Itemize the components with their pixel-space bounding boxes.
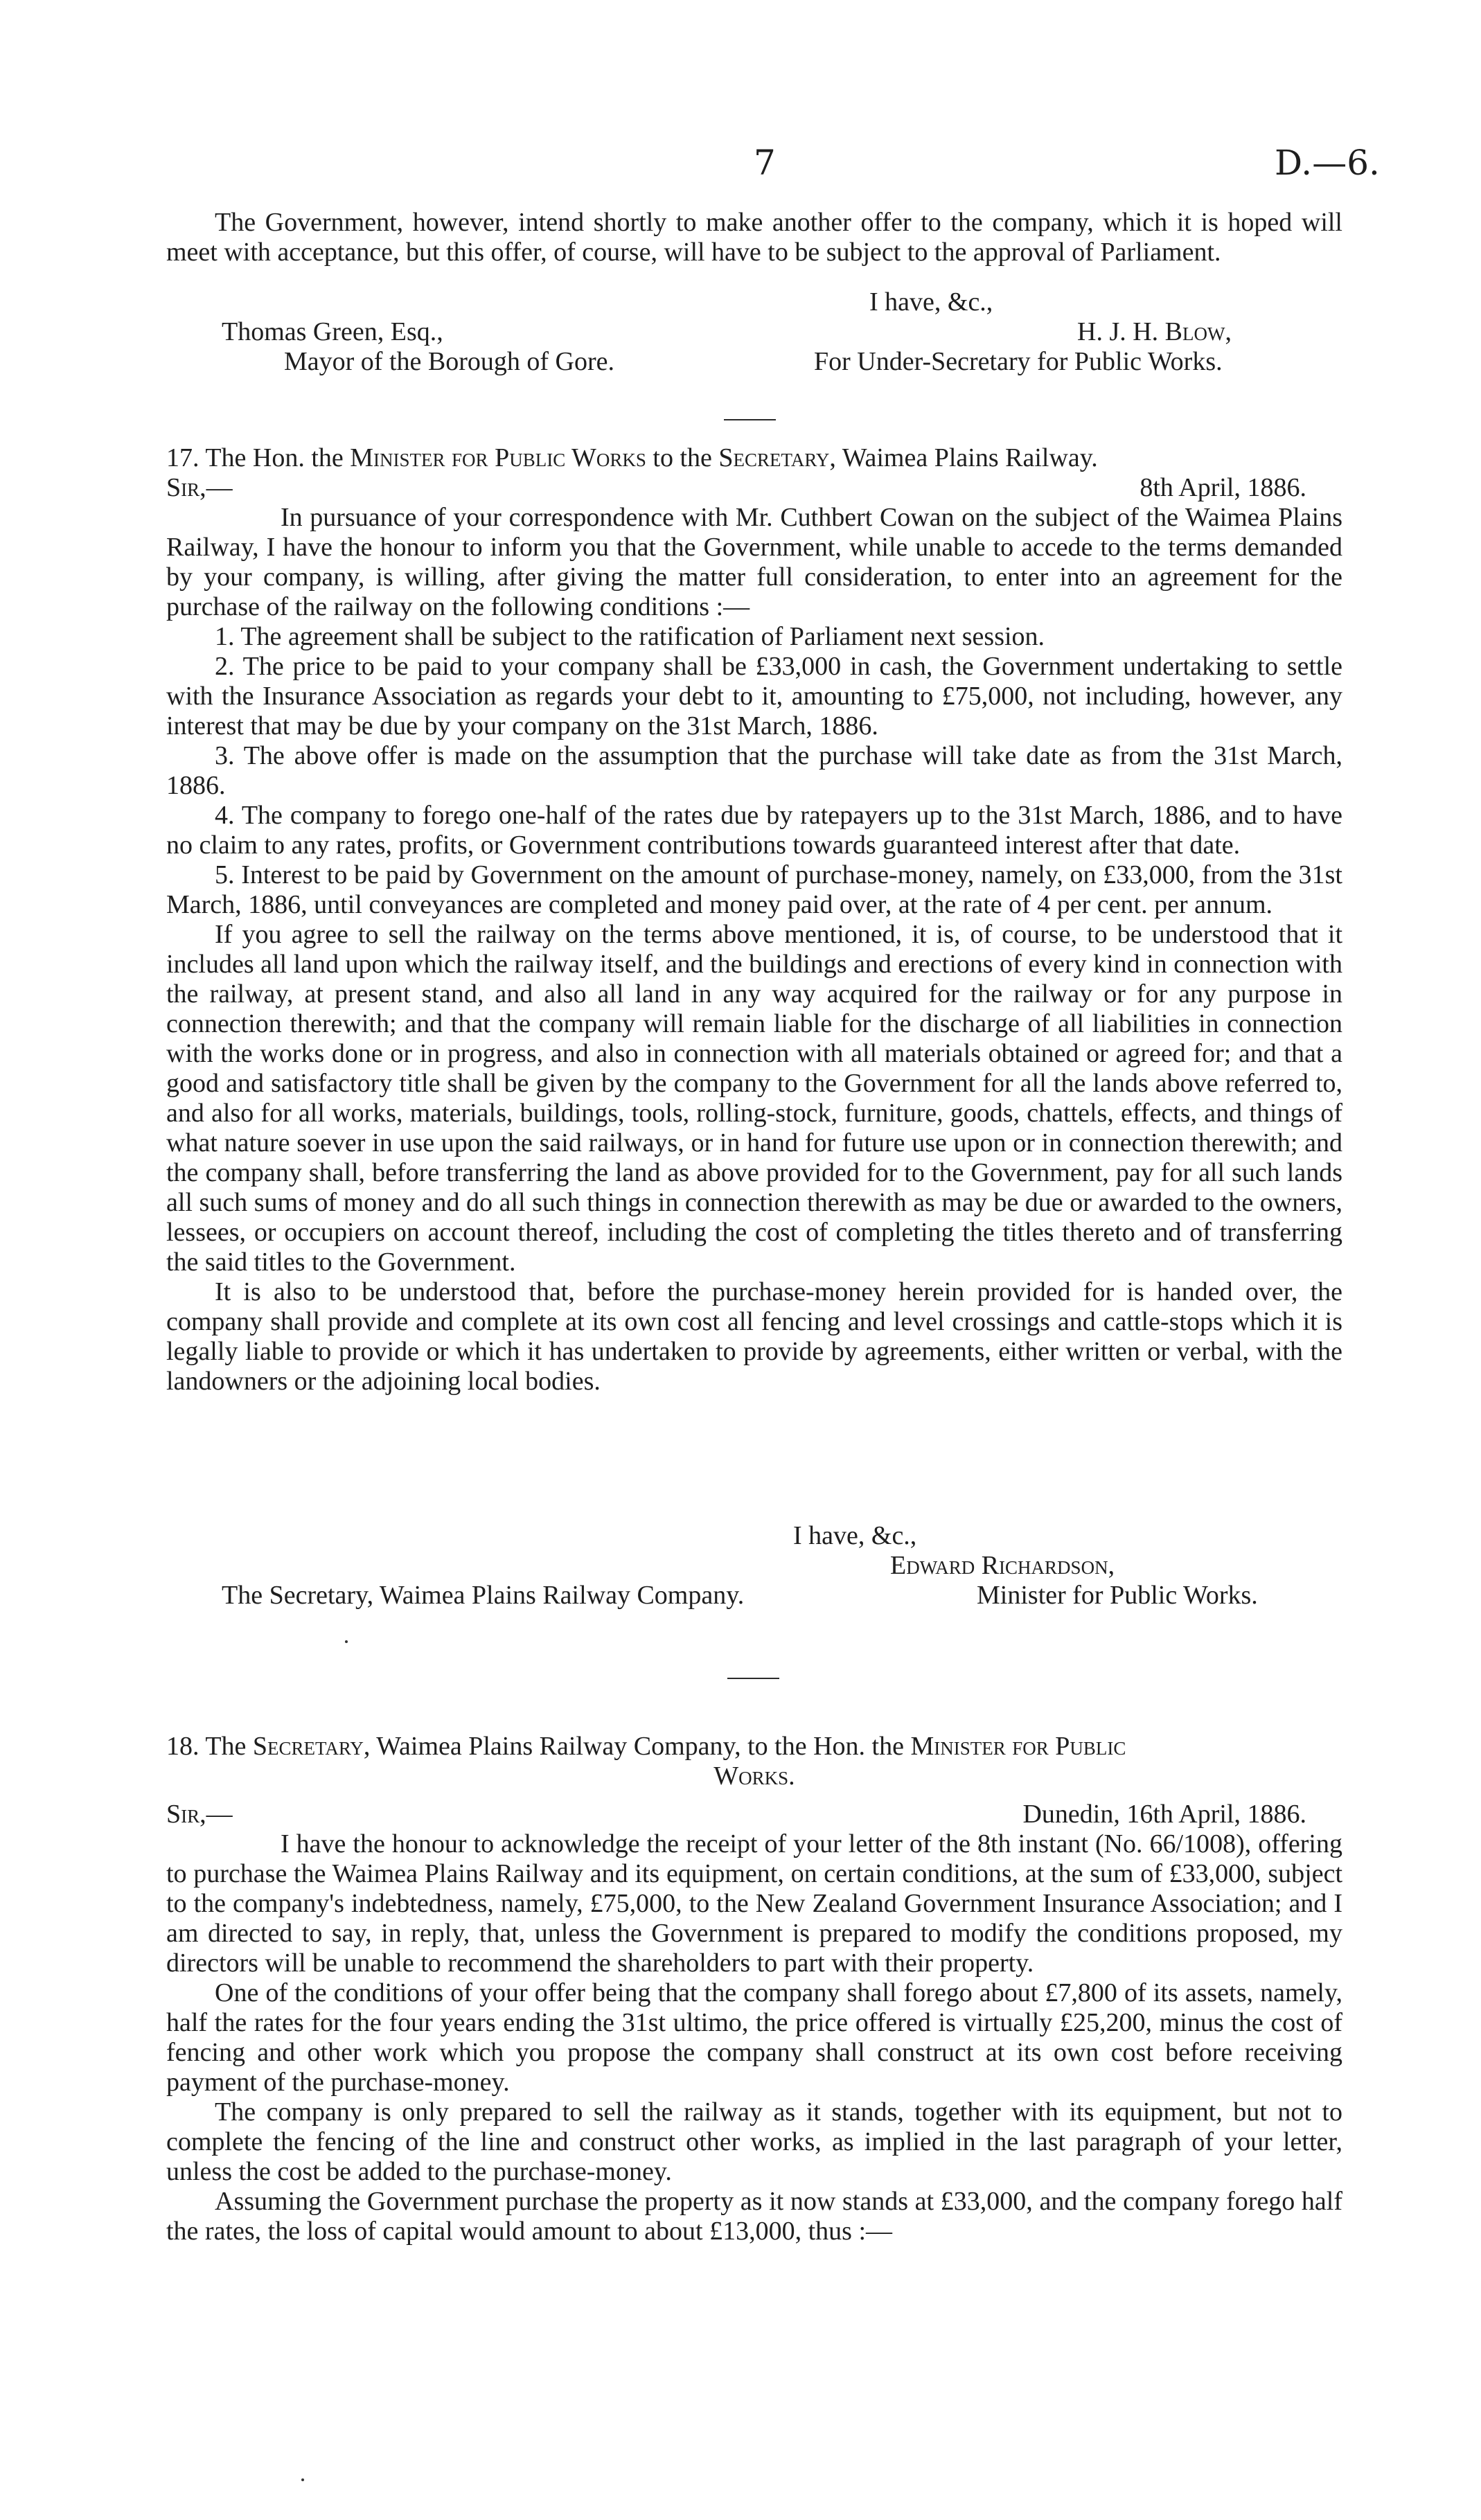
letter-17-heading-prefix: 17. The Hon. the	[166, 443, 351, 472]
letter-17-salutation-row	[166, 473, 1342, 503]
letter-17-heading-suffix: , Waimea Plains Railway.	[829, 443, 1098, 472]
letter-17	[166, 443, 1342, 1396]
top-letter	[166, 208, 1342, 267]
letter-18-heading-line2: Works.	[713, 1762, 795, 1791]
letter-17-heading	[166, 443, 1342, 473]
letter-18-heading-to: Minister for Public	[910, 1732, 1126, 1761]
document-reference: D.—6.	[1275, 143, 1380, 183]
letter-17-signer-title: Minister for Public Works.	[977, 1581, 1258, 1610]
letter-17-condition-3: 3. The above offer is made on the assumption that the purchase will take date as from the 31st March, 1886.	[166, 741, 1342, 800]
letter-17-salutation: Sir,—	[166, 473, 233, 502]
page-speck	[301, 2478, 304, 2481]
letter-18	[166, 1732, 1342, 2246]
letter-17-signer-name: Edward Richardson,	[890, 1551, 1115, 1580]
letter-17-condition-2: 2. The price to be paid to your company shall be £33,000 in cash, the Government undertaking to settle with the Insurance Association as regards your debt to it, amounting to £75,000, not including, however, any interest that may be due by your company on the 31st March, 1886.	[166, 652, 1342, 740]
section-divider	[724, 419, 776, 420]
letter-17-intro: In pursuance of your correspondence with Mr. Cuthbert Cowan on the subject of the Waimea Plains Railway, I have the honour to inform you that the Government, while unable to accede to the terms demanded by your company, is willing, after giving the matter full consideration, to enter into an agreement for the purchase of the railway on the following conditions :—	[166, 503, 1342, 621]
letter-17-terms-paragraph: If you agree to sell the railway on the terms above mentioned, it is, of course, to be understood that it includes all land upon which the railway itself, and the buildings and erections of every kind in connection with the railway, at present stand, and also all land in any way acquired for the railway or for any purpose in connection therewith; and that the company will remain liable for the discharge of all liabilities in connection with the works done or in progress, and also in connection with all materials obtained or agreed for; and that a good and satisfactory title shall be given by the company to the Government for all the lands above referred to, and also for all works, materials, buildings, tools, rolling-stock, furniture, goods, chattels, effects, and things of what nature soever in use upon the said railways, or in hand for future use upon or in connection therewith; and the company shall, before transferring the land as above provided for to the Government, pay for all such lands all such sums of money and do all such things in connection therewith as may be due or awarded to the owners, lessees, or occupiers on account thereof, including the cost of completing the titles thereto and of transferring the said titles to the Government.	[166, 920, 1342, 1277]
section-divider	[727, 1678, 779, 1679]
letter-18-date: Dunedin, 16th April, 1886.	[1022, 1800, 1306, 1829]
letter-17-heading-mid: to the	[646, 443, 719, 472]
letter-17-condition-1: 1. The agreement shall be subject to the ratification of Parliament next session.	[215, 622, 1045, 651]
letter-18-salutation: Sir,—	[166, 1800, 233, 1829]
letter-18-salutation-row	[166, 1800, 1342, 1829]
letter-18-paragraph-2: One of the conditions of your offer being that the company shall forego about £7,800 of its assets, namely, half the rates for the four years ending the 31st ultimo, the price offered is virtually £25,200, minus the cost of fencing and other work which you propose the company shall construct at its own cost before receiving payment of the purchase-money.	[166, 1978, 1342, 2097]
letter-17-addressee: The Secretary, Waimea Plains Railway Company.	[222, 1581, 745, 1610]
letter-18-heading-prefix: 18. The	[166, 1732, 253, 1761]
letter-18-heading	[166, 1732, 1342, 1762]
page-number: 7	[754, 143, 776, 183]
top-letter-addressee-title: Mayor of the Borough of Gore.	[284, 347, 615, 376]
letter-18-heading-mid: , Waimea Plains Railway Company, to the Hon. the	[363, 1732, 911, 1761]
letter-17-heading-from: Minister for Public Works	[350, 443, 646, 472]
top-letter-signer-name: H. J. H. Blow,	[1077, 317, 1232, 346]
letter-17-condition-4: 4. The company to forego one-half of the rates due by ratepayers up to the 31st March, 1886, and to have no claim to any rates, profits, or Government contributions towards guaranteed interest after that date.	[166, 801, 1342, 860]
letter-18-paragraph-3: The company is only prepared to sell the railway as it stands, together with its equipment, but not to complete the fencing of the line and construct other works, as implied in the last paragraph of your letter, unless the cost be added to the purchase-money.	[166, 2097, 1342, 2186]
letter-18-paragraph-1: I have the honour to acknowledge the receipt of your letter of the 8th instant (No. 66/1008), offering to purchase the Waimea Plains Railway and its equipment, on certain conditions, at the sum of £33,000, subject to the company's indebtedness, namely, £75,000, to the New Zealand Government Insurance Association; and I am directed to say, in reply, that, unless the Government is prepared to modify the conditions proposed, my directors will be unable to recommend the shareholders to part with their property.	[166, 1829, 1342, 1978]
letter-17-heading-to: Secretary	[718, 443, 830, 472]
letter-17-closing: I have, &c.,	[793, 1521, 917, 1550]
letter-18-heading-from: Secretary	[252, 1732, 364, 1761]
page-speck	[345, 1640, 348, 1643]
top-letter-paragraph: The Government, however, intend shortly to make another offer to the company, which it is hoped will meet with acceptance, but this offer, of course, will have to be subject to the approval of Parliament.	[166, 208, 1342, 267]
top-letter-addressee-name: Thomas Green, Esq.,	[222, 317, 443, 346]
letter-17-condition-5: 5. Interest to be paid by Government on the amount of purchase-money, namely, on £33,000, from the 31st March, 1886, until conveyances are completed and money paid over, at the rate of 4 per cent. per annum.	[166, 860, 1342, 919]
top-letter-closing: I have, &c.,	[869, 287, 993, 317]
letter-17-date: 8th April, 1886.	[1139, 473, 1306, 502]
letter-17-fencing-paragraph: It is also to be understood that, before the purchase-money herein provided for is handed over, the company shall provide and complete at its own cost all fencing and level crossings and cattle-stops which it is legally liable to provide or which it has undertaken to provide by agreements, either written or verbal, with the landowners or the adjoining local bodies.	[166, 1277, 1342, 1396]
top-letter-signer-title: For Under-Secretary for Public Works.	[814, 347, 1223, 376]
letter-18-paragraph-4: Assuming the Government purchase the property as it now stands at £33,000, and the company forego half the rates, the loss of capital would amount to about £13,000, thus :—	[166, 2187, 1342, 2246]
